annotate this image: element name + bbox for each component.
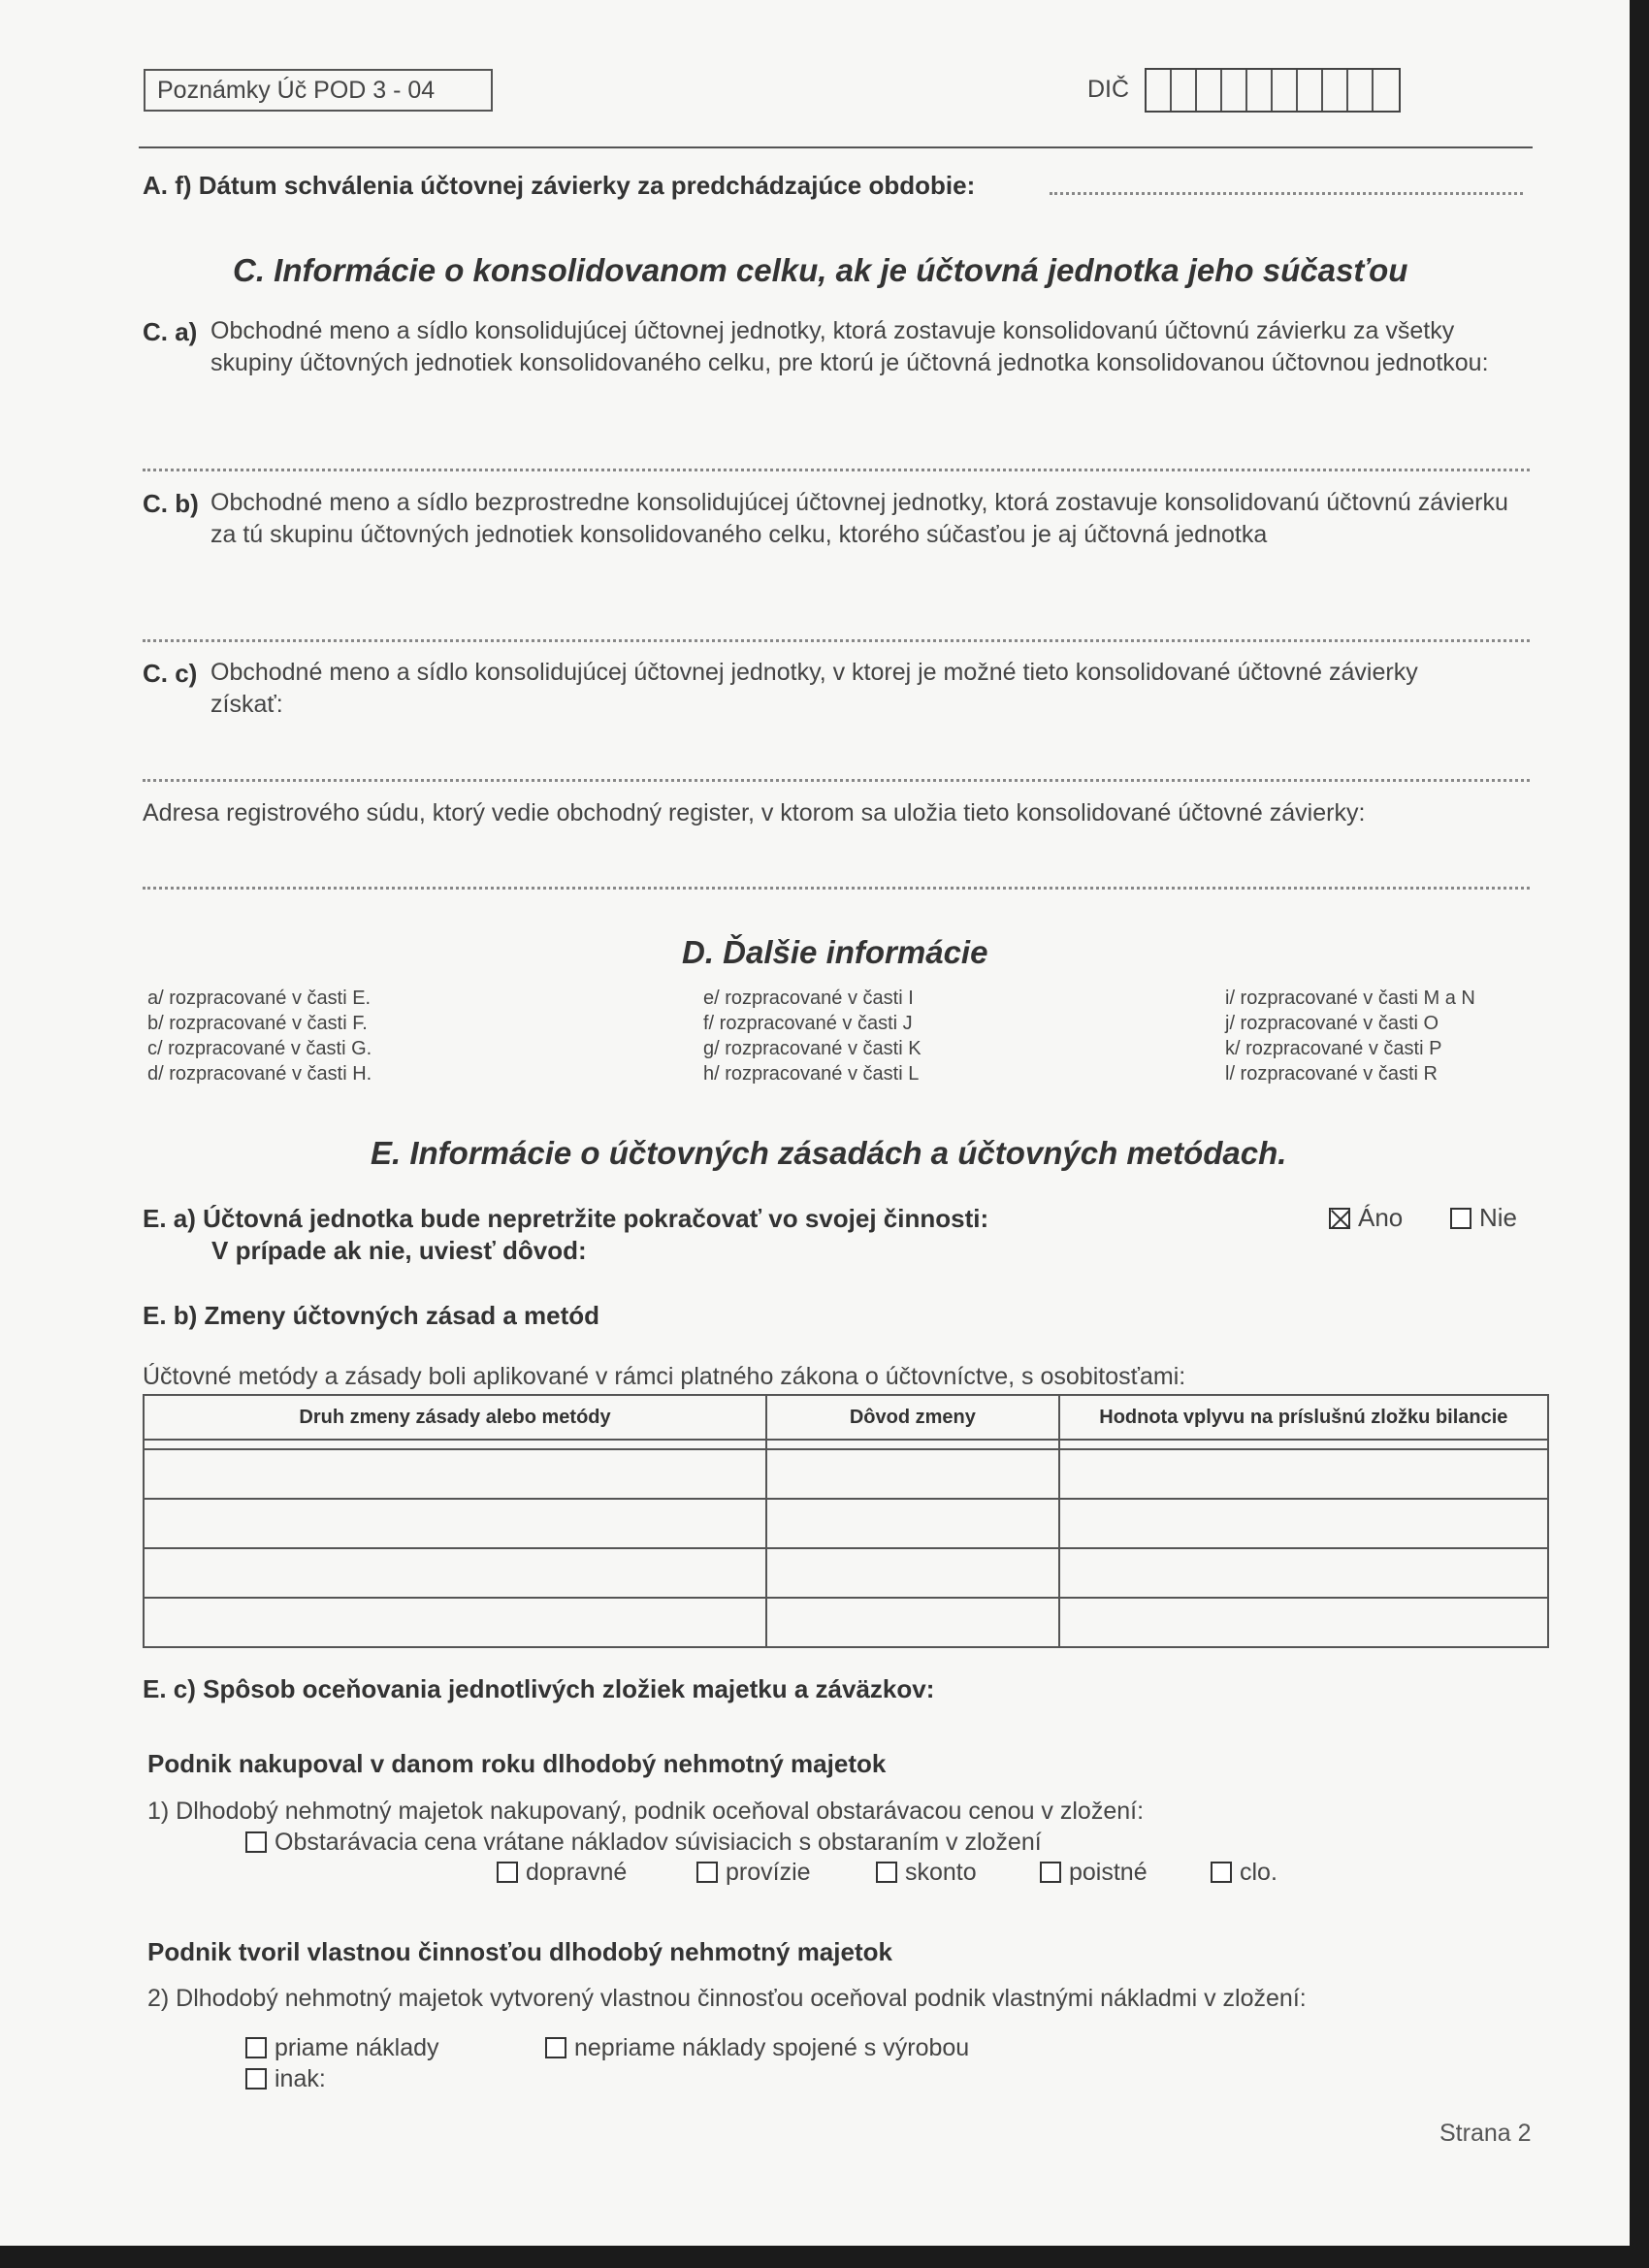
table-cell[interactable]: [144, 1598, 766, 1647]
table-cell[interactable]: [1059, 1499, 1548, 1548]
table-cell[interactable]: [144, 1449, 766, 1499]
page-number: Strana 2: [1439, 2120, 1532, 2147]
skonto-checkbox[interactable]: [876, 1862, 897, 1883]
priame-label: priame náklady: [275, 2034, 439, 2061]
table-header-type: Druh zmeny zásady alebo metódy: [144, 1395, 766, 1440]
inak-option[interactable]: [245, 2063, 326, 2095]
table-cell[interactable]: [766, 1548, 1059, 1598]
component-option-clo[interactable]: [1211, 1857, 1277, 1889]
table-cell[interactable]: [766, 1598, 1059, 1647]
dic-cell[interactable]: [1348, 70, 1374, 111]
table-cell[interactable]: [766, 1449, 1059, 1499]
table-header-reason: Dôvod zmeny: [766, 1395, 1059, 1440]
section-d-item: j/ rozpracované v časti O: [1225, 1013, 1439, 1034]
section-c-b-label: C. b): [143, 489, 199, 518]
section-d-item: c/ rozpracované v časti G.: [147, 1038, 372, 1059]
dic-input-cells: [1145, 68, 1401, 113]
form-code-label: Poznámky Úč POD 3 - 04: [157, 77, 436, 104]
component-option-skonto[interactable]: [876, 1857, 977, 1889]
nie-label: Nie: [1479, 1203, 1518, 1232]
dic-label: DIČ: [1087, 76, 1130, 103]
item-1-text: 1) Dlhodobý nehmotný majetok nakupovaný, podnik oceňoval obstarávacou cenou v zložení:: [147, 1798, 1145, 1825]
item-2-text: 2) Dlhodobý nehmotný majetok vytvorený vlastnou činnosťou oceňoval podnik vlastnými nákladmi v zložení:: [147, 1985, 1307, 2012]
ano-option[interactable]: [1329, 1203, 1403, 1233]
section-d-item: d/ rozpracované v časti H.: [147, 1063, 372, 1085]
clo-checkbox[interactable]: [1211, 1862, 1232, 1883]
component-label: skonto: [905, 1859, 977, 1886]
section-c-b-field[interactable]: [143, 639, 1530, 642]
section-d-item: b/ rozpracované v časti F.: [147, 1013, 368, 1034]
changes-table: [143, 1394, 1549, 1648]
nepriame-label: nepriame náklady spojené s výrobou: [574, 2034, 970, 2061]
section-d-item: f/ rozpracované v časti J: [703, 1013, 913, 1034]
component-option-dopravne[interactable]: [497, 1857, 627, 1889]
table-header-value: Hodnota vplyvu na príslušnú zložku bilancie: [1059, 1395, 1548, 1440]
section-e-b-intro: Účtovné metódy a zásady boli aplikované v rámci platného zákona o účtovníctve, s osobitosťami:: [143, 1363, 1186, 1390]
dic-cell[interactable]: [1172, 70, 1197, 111]
table-spacer: [144, 1440, 766, 1449]
table-cell[interactable]: [1059, 1548, 1548, 1598]
component-option-provizie[interactable]: [696, 1857, 811, 1889]
section-e-a-line1: E. a) Účtovná jednotka bude nepretržite pokračovať vo svojej činnosti:: [143, 1204, 989, 1233]
component-label: provízie: [726, 1859, 811, 1886]
dic-cell[interactable]: [1298, 70, 1323, 111]
ano-label: Áno: [1358, 1203, 1404, 1232]
nie-option[interactable]: [1450, 1203, 1517, 1233]
table-cell[interactable]: [1059, 1598, 1548, 1647]
section-e-a-line2: V prípade ak nie, uviesť dôvod:: [211, 1236, 587, 1265]
table-spacer: [1059, 1440, 1548, 1449]
table-cell[interactable]: [1059, 1449, 1548, 1499]
dopravne-checkbox[interactable]: [497, 1862, 518, 1883]
nie-checkbox[interactable]: [1450, 1208, 1471, 1229]
table-row: [144, 1449, 1548, 1499]
section-d-col-1: [147, 986, 372, 1086]
section-c-title: C. Informácie o konsolidovanom celku, ak je účtovná jednotka jeho súčasťou: [233, 252, 1408, 288]
section-c-a-field[interactable]: [143, 469, 1530, 471]
nepriame-option[interactable]: [545, 2032, 969, 2064]
priame-checkbox[interactable]: [245, 2037, 267, 2058]
poistne-checkbox[interactable]: [1040, 1862, 1061, 1883]
dic-cell[interactable]: [1374, 70, 1399, 111]
registry-court-text: Adresa registrového súdu, ktorý vedie obchodný register, v ktorom sa uložia tieto konsolidované účtovné závierky:: [143, 799, 1366, 826]
dic-cell[interactable]: [1273, 70, 1298, 111]
section-a-f-field[interactable]: [1050, 192, 1523, 195]
dic-cell[interactable]: [1147, 70, 1172, 111]
obstaravacia-label: Obstarávacia cena vrátane nákladov súvisiacich s obstaraním v zložení: [275, 1829, 1042, 1856]
component-label: poistné: [1069, 1859, 1148, 1886]
dic-cell[interactable]: [1247, 70, 1273, 111]
obstaravacia-option[interactable]: [245, 1827, 1042, 1859]
section-d-item: h/ rozpracované v časti L: [703, 1063, 920, 1085]
form-code-box: [144, 69, 493, 112]
section-c-b-text: Obchodné meno a sídlo bezprostredne konsolidujúcej účtovnej jednotky, ktorá zostavuje konsolidovanú účtovnú závierku za tú skupinu účtovných jednotiek konsolidovaného celku, ktorého súčasťou je aj účtovná jednotka: [210, 489, 1508, 548]
section-d-item: e/ rozpracované v časti I: [703, 988, 914, 1009]
header-divider: [139, 146, 1533, 148]
section-e-c-title: E. c) Spôsob oceňovania jednotlivých zložiek majetku a záväzkov:: [143, 1674, 935, 1703]
ano-checkbox[interactable]: [1329, 1208, 1350, 1229]
table-row: [144, 1499, 1548, 1548]
table-cell[interactable]: [144, 1499, 766, 1548]
section-d-item: g/ rozpracované v časti K: [703, 1038, 922, 1059]
section-d-item: i/ rozpracované v časti M a N: [1225, 988, 1475, 1009]
section-c-a-text: Obchodné meno a sídlo konsolidujúcej účtovnej jednotky, ktorá zostavuje konsolidovanú účtovnú závierku za všetky skupiny účtovných jednotiek konsolidovaného celku, pre ktorú je účtovná jednotka konsolidovanou účtovnou jednotkou:: [210, 317, 1489, 376]
inak-label: inak:: [275, 2065, 326, 2092]
table-row: [144, 1548, 1548, 1598]
section-d-col-3: [1225, 986, 1475, 1086]
table-spacer: [766, 1440, 1059, 1449]
nepriame-checkbox[interactable]: [545, 2037, 566, 2058]
obstaravacia-checkbox[interactable]: [245, 1831, 267, 1853]
section-d-item: l/ rozpracované v časti R: [1225, 1063, 1438, 1085]
component-option-poistne[interactable]: [1040, 1857, 1148, 1889]
component-label: clo.: [1240, 1859, 1277, 1886]
section-d-item: k/ rozpracované v časti P: [1225, 1038, 1442, 1059]
section-c-c-field[interactable]: [143, 779, 1530, 782]
tvoril-title: Podnik tvoril vlastnou činnosťou dlhodobý nehmotný majetok: [147, 1937, 892, 1966]
inak-checkbox[interactable]: [245, 2068, 267, 2090]
section-a-f-label: A. f) Dátum schválenia účtovnej závierky za predchádzajúce obdobie:: [143, 171, 976, 200]
dic-cell[interactable]: [1222, 70, 1247, 111]
dic-cell[interactable]: [1323, 70, 1348, 111]
section-e-b-title: E. b) Zmeny účtovných zásad a metód: [143, 1301, 599, 1330]
registry-court-field[interactable]: [143, 887, 1530, 890]
dic-cell[interactable]: [1197, 70, 1222, 111]
component-label: dopravné: [526, 1859, 628, 1886]
section-d-col-2: [703, 986, 922, 1086]
section-e-title: E. Informácie o účtovných zásadách a účtovných metódach.: [371, 1135, 1287, 1171]
priame-option[interactable]: [245, 2032, 439, 2064]
table-row: [144, 1598, 1548, 1647]
provizie-checkbox[interactable]: [696, 1862, 718, 1883]
nakupoval-title: Podnik nakupoval v danom roku dlhodobý nehmotný majetok: [147, 1749, 887, 1778]
table-cell[interactable]: [144, 1548, 766, 1598]
section-d-item: a/ rozpracované v časti E.: [147, 988, 372, 1009]
section-c-c-text: Obchodné meno a sídlo konsolidujúcej účtovnej jednotky, v ktorej je možné tieto konsolidované účtovné závierky získať:: [210, 659, 1418, 718]
table-cell[interactable]: [766, 1499, 1059, 1548]
section-c-a-label: C. a): [143, 317, 198, 346]
section-c-c-label: C. c): [143, 659, 198, 688]
section-d-title: D. Ďalšie informácie: [682, 934, 988, 970]
